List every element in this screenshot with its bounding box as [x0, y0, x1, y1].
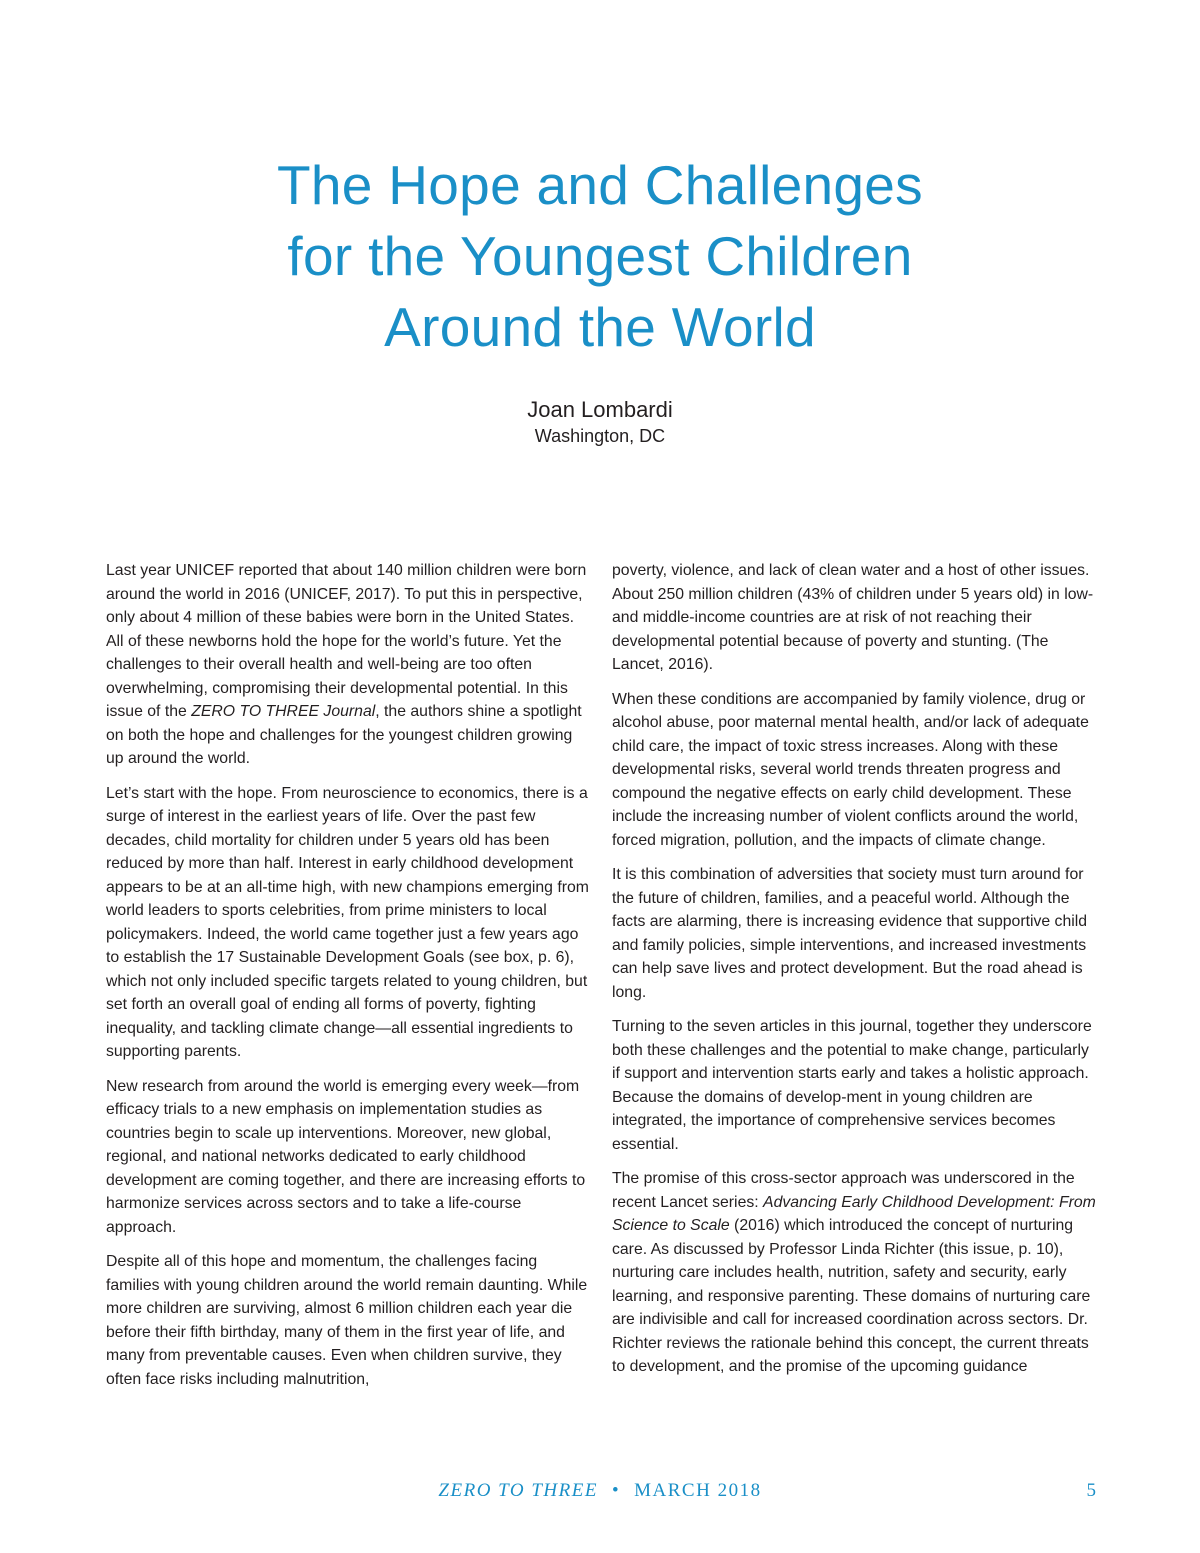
paragraph-text: , the authors shine a spotlight on both the hope and challenges for the youngest children growing up around the world. [106, 703, 582, 767]
page-footer [0, 1480, 1200, 1502]
paragraph-text: (2016) which introduced the concept of nurturing care. As discussed by Professor Linda Richter (this issue, p. 10), nurturing care includes health, nutrition, safety and security, early learning, and responsive parenting. These domains of nurturing care are indivisible and call for increased coordination across sectors. Dr. Richter reviews the rationale behind this concept, the current threats to development, and the promise of the upcoming guidance [612, 1217, 1091, 1375]
footer-journal-name: ZERO TO THREE [438, 1480, 598, 1501]
paragraph: It is this combination of adversities that society must turn around for the future of children, families, and a peaceful world. Although the facts are alarming, there is increasing evidence that supportive child and family policies, simple interventions, and increased investments can help save lives and protect development. But the road ahead is long. [612, 866, 1088, 1001]
title-line-2: for the Youngest Children [287, 225, 913, 287]
paragraph [612, 1167, 1098, 1379]
paragraph-text: The promise of this cross-sector approach was underscored in the recent Lancet series: [612, 1170, 1075, 1211]
author-name: Joan Lombardi [527, 397, 673, 422]
footer-bullet: • [611, 1480, 621, 1501]
right-column [612, 559, 1098, 1390]
footer-date: MARCH 2018 [634, 1480, 762, 1501]
page-number: 5 [1086, 1480, 1096, 1501]
journal-title-italic: ZERO TO THREE Journal [191, 703, 376, 720]
title-line-3: Around the World [384, 296, 816, 358]
left-column [106, 559, 592, 1402]
paragraph: When these conditions are accompanied by family violence, drug or alcohol abuse, poor maternal mental health, and/or lack of adequate child care, the impact of toxic stress increases. Along with these developmental risks, several world trends threaten progress and compound the negative effects on early child development. These include the increasing number of violent conflicts around the world, forced migration, pollution, and the impacts of climate change. [612, 690, 1089, 849]
article-title [150, 150, 1050, 363]
paragraph: Let’s start with the hope. From neuroscience to economics, there is a surge of interest in the earliest years of life. Over the past few decades, child mortality for children under 5 years old has been reduced by more than half. Interest in early childhood development appears to be at an all-time high, with new champions emerging from world leaders to sports celebrities, from prime ministers to local policymakers. Indeed, the world came together just a few years ago to establish the 17 Sustainable Development Goals (see box, p. 6), which not only included specific targets related to young children, but set forth an overall goal of ending all forms of poverty, fighting inequality, and tackling climate change—all essential ingredients to supporting parents. [106, 784, 589, 1060]
paragraph: poverty, violence, and lack of clean water and a host of other issues. About 250 million children (43% of children under 5 years old) in low- and middle-income countries are at risk of not reaching their developmental potential because of poverty and stunting. (The Lancet, 2016). [612, 562, 1094, 673]
paragraph [106, 559, 592, 771]
series-title-italic: Advancing Early Childhood Development: From Science to Scale [612, 1193, 1096, 1234]
paragraph: Turning to the seven articles in this journal, together they underscore both these challenges and the potential to make change, particularly if support and intervention starts early and takes a holistic approach. Because the domains of develop-ment in young children are integrated, the importance of comprehensive services becomes essential. [612, 1018, 1092, 1153]
paragraph: New research from around the world is emerging every week—from efficacy trials to a new emphasis on implementation studies as countries begin to scale up interventions. Moreover, new global, regional, and national networks dedicated to early childhood development are coming together, and there are increasing efforts to harmonize services across sectors and to take a life-course approach. [106, 1077, 586, 1236]
title-line-1: The Hope and Challenges [277, 154, 923, 216]
author-location: Washington, DC [534, 426, 666, 446]
paragraph: Despite all of this hope and momentum, the challenges facing families with young children around the world remain daunting. While more children are surviving, almost 6 million children each year die before their fifth birthday, many of them in the first year of life, and many from preventable causes. Even when children survive, they often face risks including malnutrition, [106, 1253, 588, 1388]
paragraph-text: Last year UNICEF reported that about 140 million children were born around the world in 2016 (UNICEF, 2017). To put this in perspective, only about 4 million of these babies were born in the United States. All of these newborns hold the hope for the world’s future. Yet the challenges to their overall health and well-being are too often overwhelming, compromising their developmental potential. In this issue of the [106, 562, 587, 720]
